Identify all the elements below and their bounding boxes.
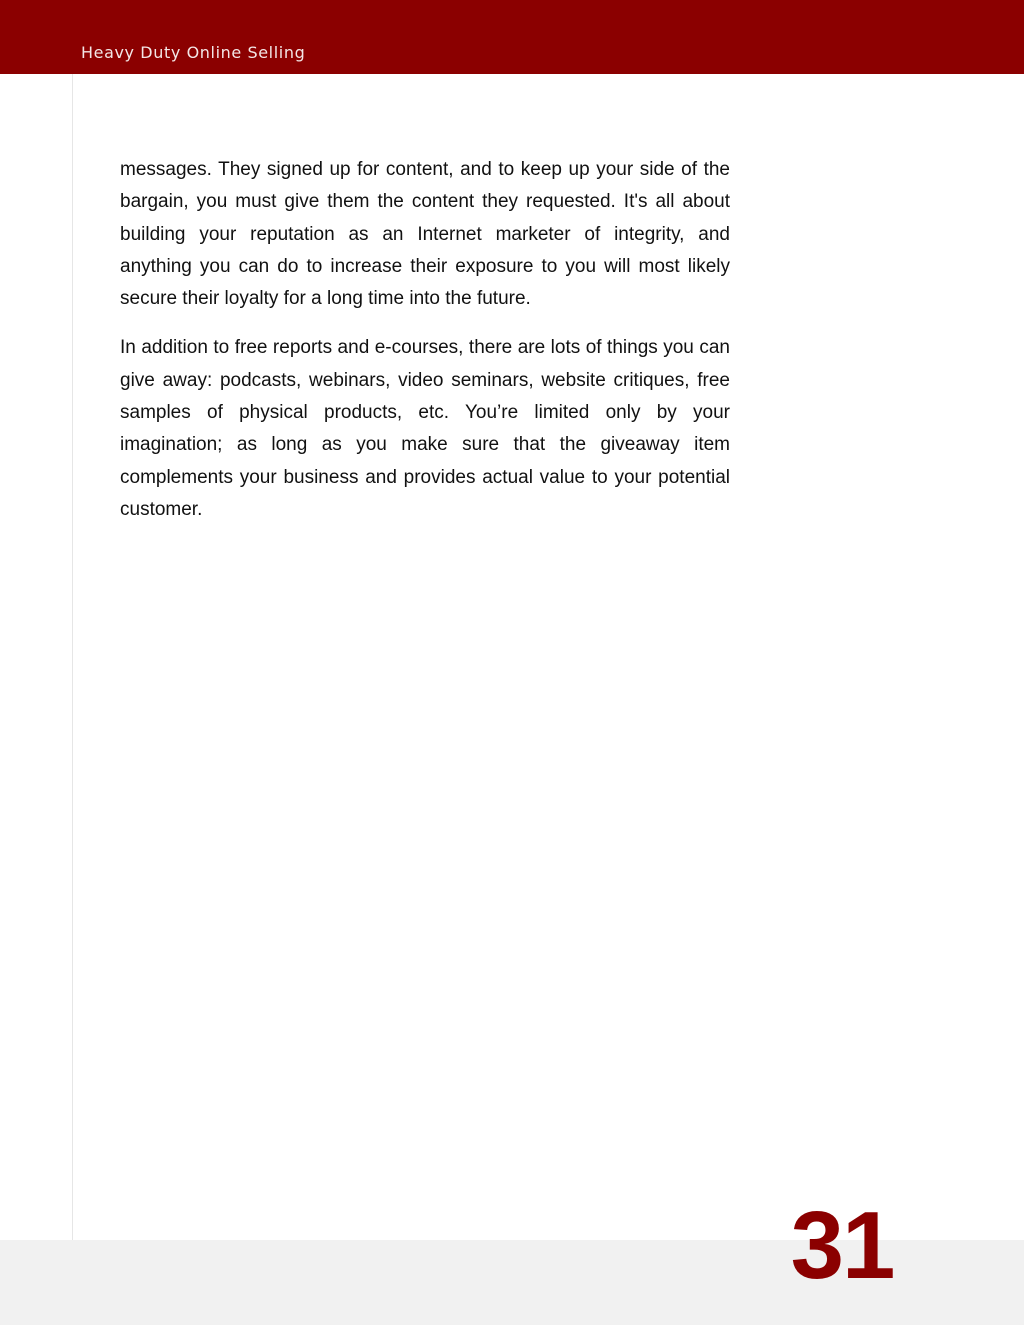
document-title: Heavy Duty Online Selling <box>81 43 306 62</box>
page-number: 31 <box>790 1192 894 1299</box>
body-text <box>120 154 730 543</box>
left-margin-rule <box>72 74 73 1240</box>
page-header <box>0 0 1024 74</box>
paragraph: In addition to free reports and e-courses, there are lots of things you can give away: podcasts, webinars, video seminars, website critiques, free samples of physical products, etc. You’re limited only by your imagination; as long as you make sure that the giveaway item complements your business and provides actual value to your potential customer. <box>120 337 730 520</box>
paragraph: messages. They signed up for content, and to keep up your side of the bargain, you must give them the content they requested. It's all about building your reputation as an Internet marketer of integrity, and anything you can do to increase their exposure to you will most likely secure their loyalty for a long time into the future. <box>120 159 730 310</box>
